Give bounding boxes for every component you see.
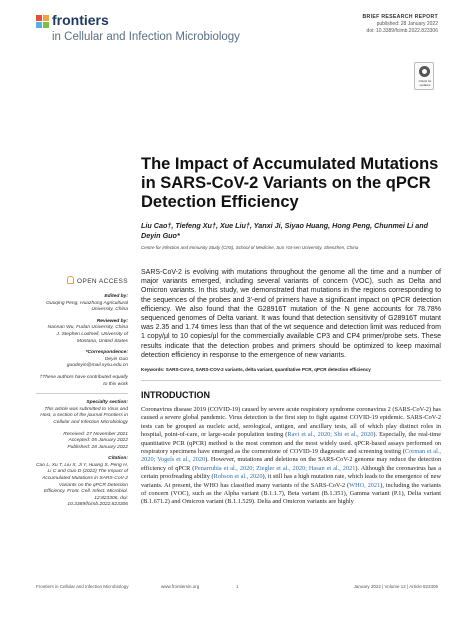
footer-site-link[interactable]: www.frontiersin.org — [161, 584, 200, 589]
reviewed-by-label: Reviewed by: — [96, 318, 128, 324]
article-authors: Liu Cao†, Tiefeng Xu†, Xue Liu†, Yanxi Ji, Siyao Huang, Hong Peng, Chunmei Li and Deyin Guo* — [141, 221, 429, 240]
reference-link[interactable]: Corman et al., 2020; Vogels et al., 2020 — [141, 448, 441, 464]
journal-name: in Cellular and Infection Microbiology — [52, 31, 240, 43]
article-dates — [36, 432, 128, 452]
reference-link[interactable]: Penarrubia et al., 2020; Ziegler et al., 2020; Hasan et al., 2021 — [194, 464, 356, 472]
citation-value: Cao L, Xu T, Liu X, Ji Y, Huang S, Peng H, Li C and Guo D (2022) The Impact of Accumulated Mutations in SARS-CoV-2 Variants on the qPCR Detection Efficiency. Front. Cell. Infect. Microbiol. 12:823306. doi: 10.3389/fcimb.2022.823306 — [36, 462, 128, 508]
citation — [36, 456, 128, 509]
edited-by-value: Guoqing Peng, Huazhong Agricultural University, China — [46, 300, 128, 313]
published-date-sidebar: Published: 28 January 2022 — [67, 444, 128, 450]
reviewed-by — [36, 319, 128, 345]
check-for-updates-button[interactable] — [414, 62, 434, 90]
updates-label: Check for updates — [418, 79, 432, 87]
article-abstract: SARS-CoV-2 is evolving with mutations throughout the genome all the time and a number of major variants emerged, including several variants of concern (VOC), such as Delta and Omicron variants. In this study, we demonstrated that mutations in the regions corresponding to the sequences of the probes and 3′-end of primers have a significant impact on qPCR detection efficiency. We also found that the G28916T mutation of the N gene accounts for 78.78% sequenced genomes of Delta variant. It was found that detection sensitivity of G28916T mutant was 2.35 and 1.74 times less than that of the wt sequence and detection limit was reduced from 1 copy/μl to 10 copies/μl for the commercially available CP3 and CP4 primer/probe sets. These results indicate that the detection probes and primers should be optimized to keep maximal detection efficiency in response to the emergence of new variants. — [141, 269, 441, 359]
correspondence — [36, 350, 128, 370]
introduction-text — [141, 406, 441, 507]
intro-text: ). Especially, the real-time quantitative PCR (qPCR) method is the most common and the most widely used. qPCR-based assays performed on respiratory specimens have emerged as the cornerstone of COVID-19 diagnostic and screening testing ( — [141, 431, 441, 456]
report-type: BRIEF RESEARCH REPORT — [362, 14, 438, 20]
reference-link[interactable]: WHO, 2021 — [349, 481, 381, 489]
citation-label: Citation: — [108, 456, 128, 462]
keywords-value: SARS-CoV-2, SARS-COV-2 variants, delta variant, quantitative PCR, qPCR detection efficiency — [165, 367, 371, 372]
specialty-section — [36, 400, 128, 426]
intro-text: ), it still has a high mutation rate, which leads to the emergence of new variants. At present, the WHO has classified many variants of the SARS-CoV-2 ( — [141, 473, 441, 489]
report-info — [363, 14, 438, 35]
brand-name: frontiers — [52, 12, 109, 28]
specialty-value: This article was submitted to Virus and Host, a section of the journal Frontiers in Cellular and Infection Microbiology — [40, 406, 128, 425]
footer-issue: January 2022 | Volume 12 | Article 823306 — [353, 584, 438, 589]
keywords — [141, 367, 441, 372]
published-date: published: 28 January 2022 — [376, 21, 438, 27]
reviewed-by-value: Nannan Wu, Fudan University, China J. Stephen Lodmell, University of Montana, United States — [47, 325, 128, 344]
open-access-badge — [36, 276, 128, 285]
intro-text: ). However, mutations and deletions on the SARS-CoV-2 genome may reduce the detection efficiency of qPCR ( — [141, 456, 441, 472]
updates-icon — [419, 66, 430, 77]
page-header — [0, 0, 474, 60]
article-sidebar — [36, 276, 128, 514]
equal-contribution-note: †These authors have contributed equally to this work — [39, 374, 128, 387]
keywords-label: Keywords: — [141, 367, 165, 372]
section-heading-introduction: INTRODUCTION — [141, 390, 210, 400]
author-affiliation: Centre for Infection and Immunity Study (CIIS), School of Medicine, Sun Yat-sen University, Shenzhen, China — [141, 245, 359, 250]
sidebar-divider — [36, 393, 128, 394]
article-title: The Impact of Accumulated Mutations in SARS-CoV-2 Variants on the qPCR Detection Efficiency — [141, 155, 439, 211]
page-footer — [36, 584, 438, 592]
accepted-date: Accepted: 05 January 2022 — [68, 438, 128, 444]
footer-journal: Frontiers in Cellular and Infection Microbiology — [36, 584, 129, 589]
intro-text: Coronavirus disease 2019 (COVID-19) caused by severe acute respiratory syndrome coronavirus 2 (SARS-CoV-2) has caused a severe global pandemic. Virus detection is the first step to fight against COVID-19 epidemic. SARS-CoV-2 tests can be grouped as nucleic acid, serological, antigen, and ancillary tests, all of which play distinct roles in hospital, point-of-care, or large-scale population testing ( — [141, 406, 441, 439]
edited-by — [36, 294, 128, 314]
reference-link[interactable]: Ravi et al., 2020; Shi et al., 2020 — [287, 431, 374, 439]
received-date: Received: 27 November 2021 — [63, 431, 128, 437]
frontiers-logo-icon — [36, 15, 50, 29]
page-number: 1 — [236, 584, 239, 589]
section-divider — [141, 380, 441, 381]
reference-link[interactable]: Robson et al., 2020 — [213, 473, 263, 481]
correspondence-label: *Correspondence: — [85, 350, 128, 356]
open-access-label: OPEN ACCESS — [77, 278, 128, 285]
edited-by-label: Edited by: — [104, 294, 128, 299]
article-doi[interactable]: doi: 10.3389/fcimb.2022.823306 — [366, 28, 438, 34]
intro-text: ), including the variants of concern (VOC), such as the Alpha variant (B.1.1.7), Beta variant (B.1.351), Gamma variant (P.1), Delta variant (B.1.671.2) and Omicron variant (B.1.1.529). Delta and Omicron variants are highly — [141, 481, 442, 506]
intro-text: ). Although the coronavirus has a certain proofreading ability ( — [141, 464, 442, 481]
specialty-label: Specialty section: — [86, 400, 128, 406]
correspondence-value[interactable]: Deyin Guo guodeyin@mail.sysu.edu.cn — [66, 356, 128, 369]
open-access-icon — [67, 276, 74, 284]
